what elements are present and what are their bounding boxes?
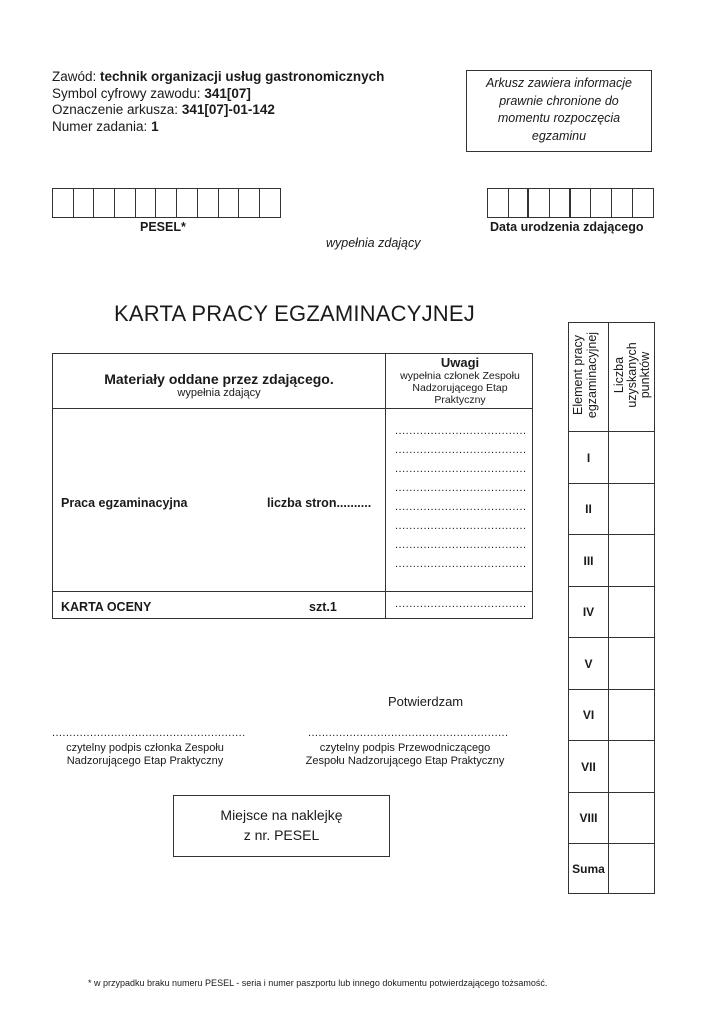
pesel-label: PESEL* bbox=[140, 220, 186, 234]
remarks-heading: Uwagi bbox=[440, 355, 480, 370]
task-value: 1 bbox=[151, 118, 159, 134]
remark-line[interactable]: ..................................... bbox=[395, 463, 527, 475]
remark-line[interactable]: ..................................... bbox=[395, 520, 527, 532]
score-row-label: VI bbox=[582, 708, 595, 722]
score-row-label: III bbox=[583, 554, 594, 568]
sheet-line: Oznaczenie arkusza: 341[07]-01-142 bbox=[52, 102, 275, 117]
remark-line[interactable]: ..................................... bbox=[395, 539, 527, 551]
score-row-label: I bbox=[586, 451, 591, 465]
card-label: KARTA OCENY bbox=[61, 600, 152, 614]
member-signature-caption: czytelny podpis członka Zespołu Nadzorującego Etap Praktyczny bbox=[66, 742, 224, 767]
score-row-label: V bbox=[584, 657, 593, 671]
birth-date-label: Data urodzenia zdającego bbox=[490, 220, 644, 234]
pesel-input-boxes[interactable] bbox=[52, 188, 281, 218]
materials-table: Materiały oddane przez zdającego. wypełnia zdający Uwagi wypełnia członek Zespołu Nadzorującego Etap Praktyczny Praca egzaminacyjna liczba stron.......... ..................................... ..................................... ..................................... ..................................... ..................................... ..................................... ..................................... ..................................... KARTA OCENY szt.1 ..................................... bbox=[52, 353, 533, 619]
exam-header bbox=[52, 69, 384, 135]
score-table bbox=[568, 322, 655, 894]
symbol-line: Symbol cyfrowy zawodu: 341[07] bbox=[52, 85, 251, 101]
page-title: KARTA PRACY EGZAMINACYJNEJ bbox=[114, 301, 475, 326]
footnote: * w przypadku braku numeru PESEL - seria i numer paszportu lub innego dokumentu potwierdzającego tożsamość. bbox=[88, 978, 548, 988]
card-quantity: szt.1 bbox=[309, 600, 337, 614]
fill-note: wypełnia zdający bbox=[326, 236, 421, 250]
element-column-header: Element pracy egzaminacyjnej bbox=[571, 331, 599, 419]
sheet-value: 341[07]-01-142 bbox=[181, 102, 275, 117]
remark-line[interactable]: ..................................... bbox=[395, 444, 527, 456]
confidential-info-box: Arkusz zawiera informacje prawnie chronione do momentu rozpoczęcia egzaminu bbox=[466, 70, 652, 152]
score-row-label: VIII bbox=[579, 811, 598, 825]
birth-date-input-boxes[interactable] bbox=[487, 188, 654, 218]
card-remark-line[interactable]: ..................................... bbox=[395, 598, 527, 610]
score-row-label: II bbox=[585, 502, 592, 516]
profession-value: technik organizacji usług gastronomicznych bbox=[100, 69, 385, 84]
score-row-label: Suma bbox=[572, 862, 605, 876]
pesel-sticker-area: Miejsce na naklejkę z nr. PESEL bbox=[173, 795, 390, 857]
chair-signature-caption: czytelny podpis Przewodniczącego Zespołu Nadzorującego Etap Praktyczny bbox=[305, 742, 505, 767]
signature-line-member[interactable]: ........................................................ bbox=[52, 727, 246, 739]
pages-count-field[interactable]: liczba stron.......... bbox=[267, 496, 372, 510]
profession-line: Zawód: technik organizacji usług gastronomicznych bbox=[52, 69, 385, 84]
score-row-label: IV bbox=[582, 605, 595, 619]
symbol-value: 341[07] bbox=[204, 85, 251, 101]
remark-line[interactable]: ..................................... bbox=[395, 501, 527, 513]
points-column-header: Liczba uzyskanych punktów bbox=[612, 342, 652, 408]
remark-line[interactable]: ..................................... bbox=[395, 558, 527, 570]
materials-heading: Materiały oddane przez zdającego. bbox=[104, 371, 334, 387]
score-row-label: VII bbox=[581, 760, 596, 774]
work-label: Praca egzaminacyjna bbox=[61, 496, 188, 510]
remark-line[interactable]: ..................................... bbox=[395, 425, 527, 437]
remark-line[interactable]: ..................................... bbox=[395, 482, 527, 494]
signature-line-chair[interactable]: .......................................................... bbox=[308, 727, 509, 739]
materials-subheading: wypełnia zdający bbox=[177, 387, 261, 399]
task-line: Numer zadania: 1 bbox=[52, 118, 159, 134]
confirm-label: Potwierdzam bbox=[388, 694, 464, 709]
